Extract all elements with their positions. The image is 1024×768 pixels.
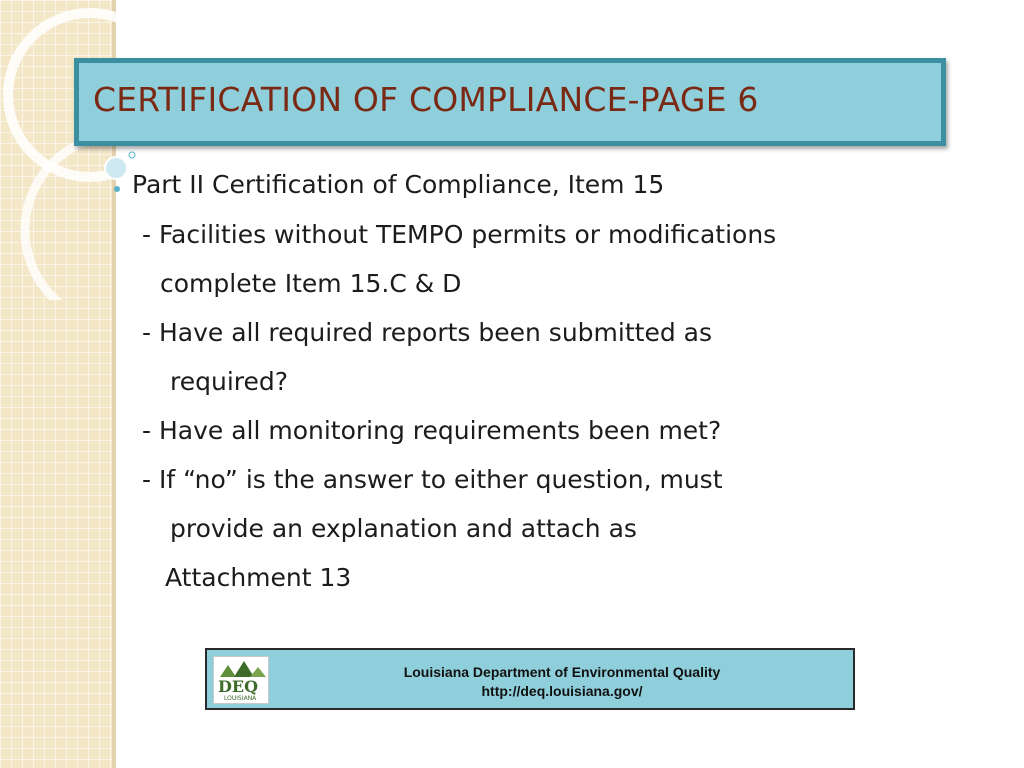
sub-line-8: Attachment 13 (165, 563, 352, 592)
decorative-circles-icon (0, 0, 260, 300)
sub-line-5: - Have all monitoring requirements been met? (142, 416, 722, 445)
sub-line-4: required? (170, 367, 289, 396)
logo-subtext: LOUISIANA (224, 695, 257, 702)
sub-line-1: - Facilities without TEMPO permits or modifications (142, 220, 777, 249)
footer-banner (205, 648, 855, 710)
bullet-main: Part II Certification of Compliance, Item 15 (132, 170, 665, 199)
deq-logo-icon (213, 656, 269, 704)
sub-line-6: - If “no” is the answer to either question, must (142, 465, 723, 494)
footer-org-name: Louisiana Department of Environmental Quality (403, 664, 721, 680)
logo-text: DEQ (218, 677, 259, 696)
bullet-icon (114, 186, 120, 192)
tree-icon (214, 657, 268, 679)
title-box (74, 58, 946, 146)
slide-title: CERTIFICATION OF COMPLIANCE-PAGE 6 (93, 80, 759, 119)
sub-line-2: complete Item 15.C & D (160, 269, 462, 298)
sub-line-3: - Have all required reports been submitted as (142, 318, 712, 347)
footer-url[interactable]: http://deq.louisiana.gov/ (481, 683, 643, 699)
sub-line-7: provide an explanation and attach as (170, 514, 637, 543)
